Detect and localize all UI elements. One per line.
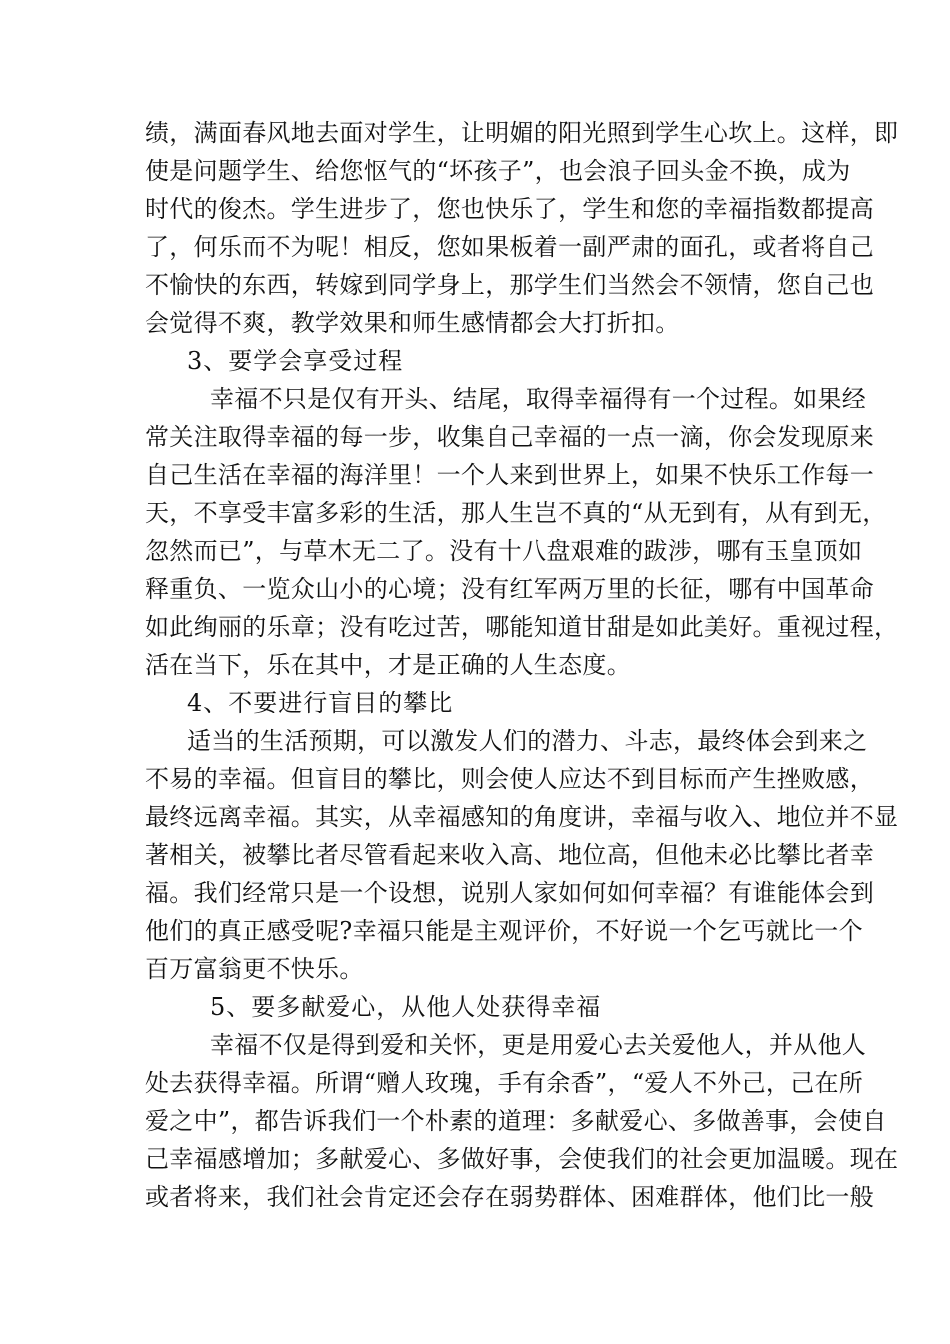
text-line: 自己生活在幸福的海洋里！一个人来到世界上，如果不快乐工作每一 — [145, 461, 874, 489]
text-line: 福。我们经常只是一个设想，说别人家如何如何幸福？有谁能体会到 — [145, 879, 874, 907]
text-line: 幸福不只是仅有开头、结尾，取得幸福得有一个过程。如果经 — [210, 385, 867, 413]
text-line: 释重负、一览众山小的心境；没有红军两万里的长征，哪有中国革命 — [145, 575, 874, 603]
text-line: 活在当下，乐在其中，才是正确的人生态度。 — [145, 651, 631, 679]
text-line: 或者将来，我们社会肯定还会存在弱势群体、困难群体，他们比一般 — [145, 1183, 874, 1211]
text-line: 处去获得幸福。所谓“赠人玫瑰，手有余香”，“爱人不外己，己在所 — [145, 1069, 864, 1097]
text-line: 绩，满面春风地去面对学生，让明媚的阳光照到学生心坎上。这样，即 — [145, 119, 899, 147]
section-heading: 5、要多献爱心，从他人处获得幸福 — [210, 993, 602, 1021]
text-line: 时代的俊杰。学生进步了，您也快乐了，学生和您的幸福指数都提高 — [145, 195, 874, 223]
text-line: 不愉快的东西，转嫁到同学身上，那学生们当然会不领情，您自己也 — [145, 271, 874, 299]
text-line: 不易的幸福。但盲目的攀比，则会使人应达不到目标而产生挫败感， — [145, 765, 874, 793]
text-line: 忽然而已”，与草木无二了。没有十八盘艰难的跋涉，哪有玉皇顶如 — [145, 537, 863, 565]
section-heading: 4、不要进行盲目的攀比 — [187, 689, 454, 717]
text-line: 如此绚丽的乐章；没有吃过苦，哪能知道甘甜是如此美好。重视过程， — [145, 613, 899, 641]
text-line: 己幸福感增加；多献爱心、多做好事，会使我们的社会更加温暖。现在 — [145, 1145, 899, 1173]
text-line: 使是问题学生、给您怄气的“坏孩子”，也会浪子回头金不换，成为 — [145, 157, 851, 185]
section-heading: 3、要学会享受过程 — [187, 347, 404, 375]
text-line: 会觉得不爽，教学效果和师生感情都会大打折扣。 — [145, 309, 680, 337]
text-line: 常关注取得幸福的每一步，收集自己幸福的一点一滴，你会发现原来 — [145, 423, 874, 451]
text-line: 天，不享受丰富多彩的生活，那人生岂不真的“从无到有，从有到无， — [145, 499, 887, 527]
text-line: 适当的生活预期，可以激发人们的潜力、斗志，最终体会到来之 — [187, 727, 868, 755]
text-line: 他们的真正感受呢?幸福只能是主观评价，不好说一个乞丐就比一个 — [145, 917, 863, 945]
text-line: 爱之中”，都告诉我们一个朴素的道理：多献爱心、多做善事，会使自 — [145, 1107, 887, 1135]
text-line: 百万富翁更不快乐。 — [145, 955, 364, 983]
text-line: 最终远离幸福。其实，从幸福感知的角度讲，幸福与收入、地位并不显 — [145, 803, 899, 831]
text-line: 了，何乐而不为呢！相反，您如果板着一副严肃的面孔，或者将自己 — [145, 233, 874, 261]
text-line: 著相关，被攀比者尽管看起来收入高、地位高，但他未必比攀比者幸 — [145, 841, 874, 869]
text-line: 幸福不仅是得到爱和关怀，更是用爱心去关爱他人，并从他人 — [210, 1031, 867, 1059]
